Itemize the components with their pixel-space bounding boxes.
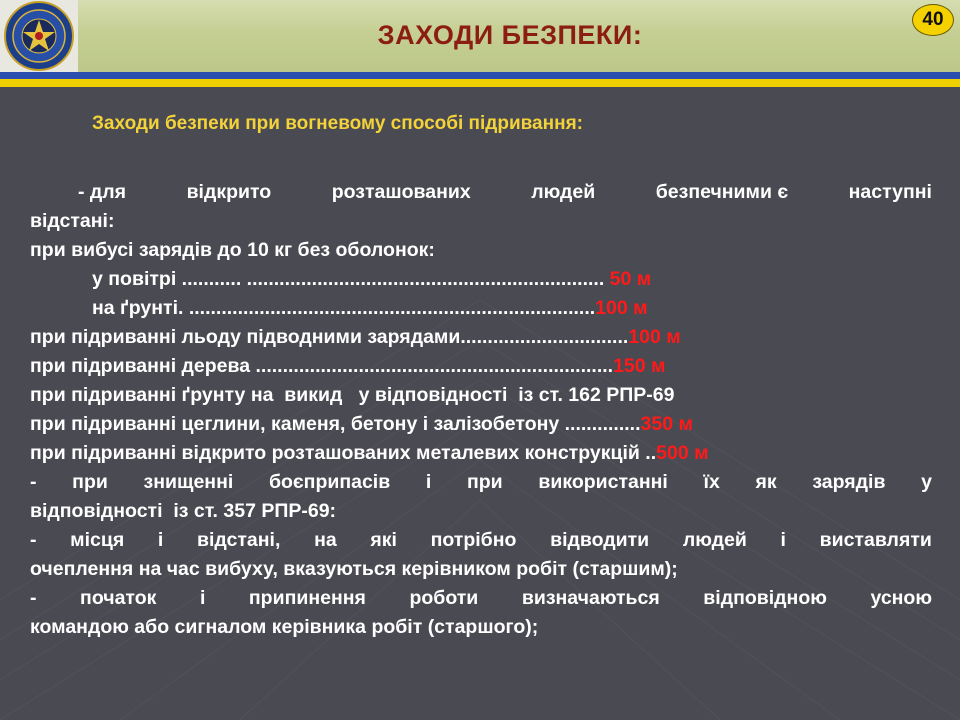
distance-value: 500 м: [656, 442, 709, 464]
line-text: при підриванні льоду підводними зарядами...............................: [30, 326, 629, 348]
word: використанні: [538, 471, 668, 493]
text-line-16: командою або сигналом керівника робіт (старшого);: [30, 616, 539, 638]
text-line-5: [30, 294, 932, 323]
distance-value: 100 м: [595, 297, 648, 319]
word: потрібно: [430, 529, 517, 551]
line-text: при підриванні цеглини, каменя, бетону і залізобетону ..............: [30, 413, 641, 435]
line-text: на ґрунті. ...........................................................................: [92, 297, 596, 319]
word: відводити: [550, 529, 650, 551]
word: у: [921, 471, 932, 493]
word: людей: [682, 529, 747, 551]
line-text: при підриванні відкрито розташованих металевих конструкцій ..: [30, 442, 657, 464]
word: і: [199, 587, 206, 609]
text-line-6: [30, 323, 932, 352]
text-line-8: при підриванні ґрунту на викид у відповідності із ст. 162 РПР-69: [30, 384, 675, 406]
word: і: [780, 529, 786, 551]
word: -: [30, 471, 37, 493]
text-line-2: відстані:: [30, 210, 115, 232]
word: роботи: [409, 587, 479, 609]
word: людей: [531, 181, 596, 203]
section-subtitle: Заходи безпеки при вогневому способі підривання:: [92, 113, 583, 134]
word: розташованих: [331, 181, 471, 203]
text-line-1: [30, 178, 932, 207]
word: відповідною: [703, 587, 827, 609]
content-body: [30, 178, 932, 642]
text-line-14: очеплення на час вибуху, вказуються керівником робіт (старшим);: [30, 558, 678, 580]
word: відстані,: [197, 529, 281, 551]
flag-stripe-blue: [0, 72, 960, 79]
word: при: [466, 471, 503, 493]
distance-value: 150 м: [613, 355, 666, 377]
text-line-9: [30, 410, 932, 439]
word: визначаються: [521, 587, 660, 609]
word: початок: [80, 587, 157, 609]
word: - для: [78, 181, 127, 203]
word: знищенні: [143, 471, 234, 493]
text-line-10: [30, 439, 932, 468]
word: їх: [703, 471, 720, 493]
flag-stripe-yellow: [0, 79, 960, 87]
word: і: [425, 471, 432, 493]
word: при: [72, 471, 108, 493]
line-text: у повітрі ........... ..................................................................: [92, 268, 605, 290]
word: виставляти: [819, 529, 932, 551]
word: безпечними є: [655, 181, 789, 203]
word: як: [755, 471, 777, 493]
word: усною: [870, 587, 932, 609]
word: і: [157, 529, 164, 551]
text-line-11: [30, 468, 932, 497]
word: на: [314, 529, 337, 551]
word: -: [30, 587, 37, 609]
word: -: [30, 529, 37, 551]
text-line-3: при вибусі зарядів до 10 кг без оболонок:: [30, 239, 435, 261]
word: які: [370, 529, 397, 551]
word: припинення: [248, 587, 366, 609]
distance-value: 350 м: [640, 413, 693, 435]
text-line-13: [30, 526, 932, 555]
text-line-4: [30, 265, 932, 294]
word: місця: [70, 529, 125, 551]
text-line-7: [30, 352, 932, 381]
line-text: при підриванні дерева ..................................................................: [30, 355, 614, 377]
distance-value: 100 м: [628, 326, 681, 348]
page-title: ЗАХОДИ БЕЗПЕКИ:: [377, 20, 643, 50]
distance-value: 50 м: [604, 268, 652, 290]
word: наступні: [848, 181, 932, 203]
word: відкрито: [186, 181, 272, 203]
word: боєприпасів: [268, 471, 391, 493]
text-line-15: [30, 584, 932, 613]
text-line-12: відповідності із ст. 357 РПР-69:: [30, 500, 337, 522]
word: зарядів: [812, 471, 886, 493]
page-number-badge: 40: [912, 4, 954, 36]
